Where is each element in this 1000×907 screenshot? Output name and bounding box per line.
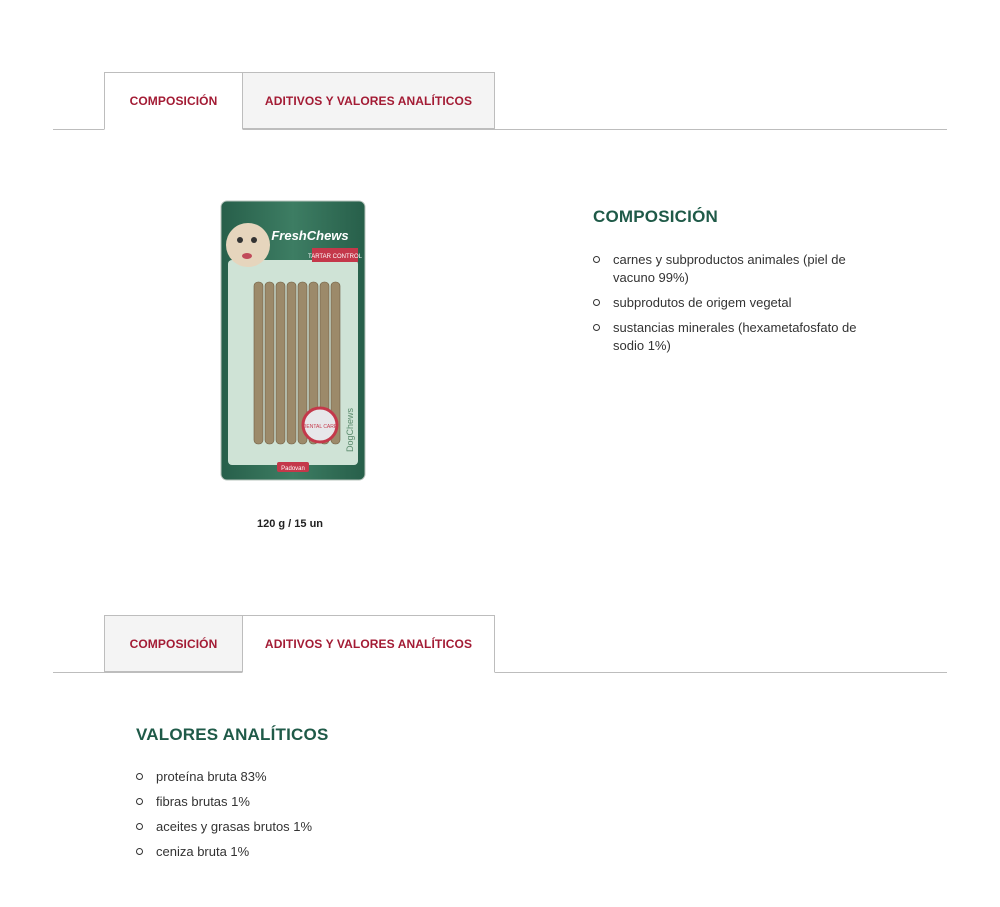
package-dental-text: DENTAL CARE xyxy=(302,424,338,430)
tab-aditivos-bottom[interactable]: ADITIVOS Y VALORES ANALÍTICOS xyxy=(242,615,495,673)
tab-composicion-bottom[interactable]: COMPOSICIÓN xyxy=(104,615,243,672)
list-item: sustancias minerales (hexametafosfato de sodio 1%) xyxy=(593,319,883,355)
list-item: aceites y grasas brutos 1% xyxy=(136,818,436,836)
list-item: carnes y subproductos animales (piel de vacuno 99%) xyxy=(593,251,883,287)
tab-composicion[interactable]: COMPOSICIÓN xyxy=(104,72,243,130)
list-item: ceniza bruta 1% xyxy=(136,843,436,861)
list-item: subprodutos de origem vegetal xyxy=(593,294,883,312)
tab-bar-top xyxy=(0,72,1000,132)
list-item: fibras brutas 1% xyxy=(136,793,436,811)
analytics-title: VALORES ANALÍTICOS xyxy=(136,725,329,744)
package-badge-text: TARTAR CONTROL xyxy=(307,254,363,260)
package-side-text: DogChews xyxy=(345,407,355,453)
product-image xyxy=(220,200,366,481)
tab-divider xyxy=(53,672,947,673)
package-brand-text: FreshChews xyxy=(271,228,349,243)
package-maker-text: Padovan xyxy=(281,466,305,472)
product-weight: 120 g / 15 un xyxy=(256,518,324,530)
composition-list xyxy=(593,251,883,355)
tab-bar-bottom xyxy=(0,615,1000,675)
tab-aditivos[interactable]: ADITIVOS Y VALORES ANALÍTICOS xyxy=(242,72,495,129)
list-item: proteína bruta 83% xyxy=(136,768,436,786)
composition-title: COMPOSICIÓN xyxy=(593,207,718,226)
product-package-icon xyxy=(220,200,366,481)
analytics-list xyxy=(136,768,436,861)
